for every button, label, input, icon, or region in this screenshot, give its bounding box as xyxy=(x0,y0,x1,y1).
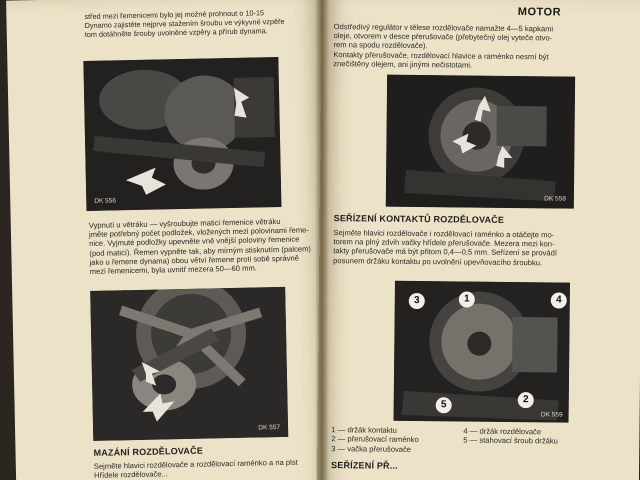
photo-distributor-top xyxy=(386,75,575,209)
left-section-heading: MAZÁNÍ ROZDĚLOVAČE xyxy=(93,445,204,458)
legend-left: 1 — držák kontaktu 2 — přerušovací raménko 3 — vačka přerušovače xyxy=(331,425,419,454)
photo-distributor-contacts xyxy=(394,281,570,423)
photo-fan-belt-dynamo xyxy=(83,57,281,211)
photo-fan-belt-dynamo-image xyxy=(83,57,281,211)
page-header-title: MOTOR xyxy=(517,6,562,19)
left-mid-text: Vypnutí u větráku — vyšroubujte matici řemenice větráku jměte potřebný počet podložek, vložených mezi polovinami řeme- nice. Vyjmuté podložky upevněte vně vnější poloviny řemenice (pod maticí). Řemen vypněte tak, aby mírným stisknutím (palcem) jako u řemene dynama) obou větví řemene proti sobě správně mezi řemenicemi, byla uvnitř mezera 50—60 mm. xyxy=(88,216,311,276)
legend-right: 4 — držák rozdělovače 5 — stahovací šroub držáku xyxy=(463,426,558,446)
photo-fan-pulley-image xyxy=(90,287,288,441)
callout-4: 4 xyxy=(551,292,567,308)
left-intro-text: střed mezi řemenicemi bylo jej možné prohnout o 10-15 Dynamo zajistěte nejprve stažením šroubu ve výkyvné vzpěře tom dotáhněte šrouby uvolněné vzpěry a přírub dynama. xyxy=(84,8,285,40)
book-gutter-shadow xyxy=(315,0,329,480)
left-page xyxy=(6,0,334,480)
photo-fan-pulley xyxy=(90,287,288,441)
callout-1: 1 xyxy=(459,291,475,307)
photo2-code: DK 557 xyxy=(258,424,281,432)
callout-3: 3 xyxy=(409,293,425,309)
photo3-code: DK 558 xyxy=(544,195,566,203)
callout-2: 2 xyxy=(518,392,534,408)
photo-distributor-top-image xyxy=(386,75,575,209)
right-section-heading: SEŘÍZENÍ KONTAKTŮ ROZDĚLOVAČE xyxy=(333,213,505,225)
right-page xyxy=(317,0,640,480)
photo4-code: DK 559 xyxy=(540,411,563,419)
right-footer-heading: SEŘÍZENÍ PŘ... xyxy=(331,460,398,471)
photo1-code: DK 556 xyxy=(94,197,117,205)
right-section-text: Sejměte hlavici rozdělovače i rozdělovací raménko a otáčejte mo- torem na plný zdvih vačky hřídele přerušovače. Mezera mezi kon- takty přerušovače má být přitom 0,4—0,5 mm. Seřízení se provádí posunem držáku kontaktu po uvolnění upevňovacího šroubku. xyxy=(333,228,558,267)
callout-5: 5 xyxy=(436,397,452,413)
right-intro-text: Odstředivý regulátor v tělese rozdělovače namažte 4—5 kapkami oleje, otvorem v desce přerušovače (přebytečný olej vyteče otvo- rem na spodu rozdělovače). Kontakty přerušovače, rozdělovací hlavice a raménko nesmí být znečištěny olejem, ani jinými nečistotami. xyxy=(333,22,554,70)
left-section-text: Sejměte hlavici rozdělovače a rozdělovací raménko a na plst Hřídele rozdělovače... xyxy=(93,457,298,480)
